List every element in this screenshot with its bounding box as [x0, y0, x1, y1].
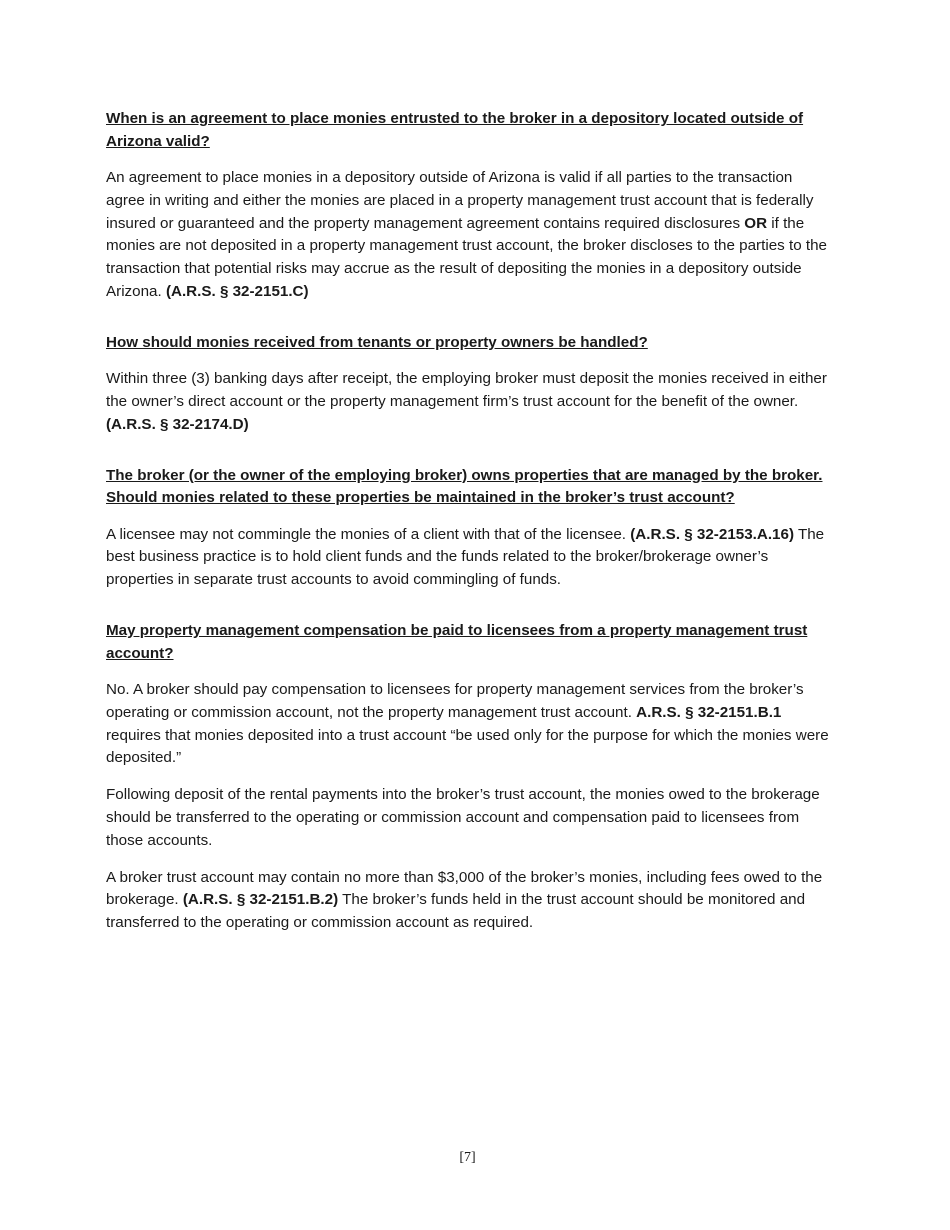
paragraph-text: A licensee may not commingle the monies of a client with that of the licensee. [106, 525, 631, 543]
body-paragraph [106, 867, 830, 935]
body-paragraph [106, 167, 830, 304]
paragraph-text: if the monies are not deposited in a property management trust account, the broker discloses to the parties to the transaction that potential risks may accrue as the result of depositing the monies in a depository outside Arizona. [106, 214, 827, 300]
paragraph-text: Within three (3) banking days after receipt, the employing broker must deposit the monies received in either the owner’s direct account or the property management firm’s trust account for the benefit of the owner. [106, 370, 827, 411]
statute-citation: A.R.S. § 32-2151.B.1 [636, 703, 782, 721]
emphasis-text: OR [744, 214, 768, 232]
statute-citation: (A.R.S. § 32-2151.B.2) [182, 891, 339, 909]
section-heading: How should monies received from tenants or property owners be handled? [106, 333, 648, 351]
paragraph-text: No. A broker should pay compensation to licensees for property management services from the broker’s operating or commission account, not the property management trust account. [106, 681, 804, 721]
body-paragraph [106, 679, 830, 770]
statute-citation: (A.R.S. § 32-2153.A.16) [630, 525, 795, 543]
paragraph-text: A broker trust account may contain no more than $3,000 of the broker’s monies, including fees owed to the brokerage. [106, 868, 823, 909]
paragraph-text: The broker’s funds held in the trust account should be monitored and transferred to the operating or commission account as required. [106, 891, 806, 932]
paragraph-text: An agreement to place monies in a depository outside of Arizona is valid if all parties to the transaction agree in writing and either the monies are placed in a property management trust account that is federally insured or guaranteed and the property management agreement contains required disclosures [106, 169, 814, 232]
section-heading: The broker (or the owner of the employing broker) owns properties that are managed by the broker. Should monies related to these properties be maintained in the broker’s trust account? [106, 466, 823, 507]
statute-citation: (A.R.S. § 32-2174.D) [106, 415, 249, 433]
paragraph-text: The best business practice is to hold client funds and the funds related to the broker/brokerage owner’s properties in separate trust accounts to avoid commingling of funds. [106, 525, 825, 589]
document-page [106, 108, 830, 935]
page-number: [7] [459, 1150, 476, 1165]
body-paragraph [106, 368, 830, 436]
body-paragraph [106, 784, 830, 852]
paragraph-text: Following deposit of the rental payments into the broker’s trust account, the monies owed to the brokerage should be transferred to the operating or commission account and compensation paid to licensees from those accounts. [106, 786, 820, 849]
body-paragraph [106, 524, 830, 592]
paragraph-text: requires that monies deposited into a trust account “be used only for the purpose for which the monies were deposited.” [106, 726, 829, 767]
section-heading: When is an agreement to place monies entrusted to the broker in a depository located outside of Arizona valid? [106, 110, 804, 150]
statute-citation: (A.R.S. § 32-2151.C) [165, 282, 309, 300]
section-heading: May property management compensation be paid to licensees from a property management trust account? [106, 622, 808, 662]
